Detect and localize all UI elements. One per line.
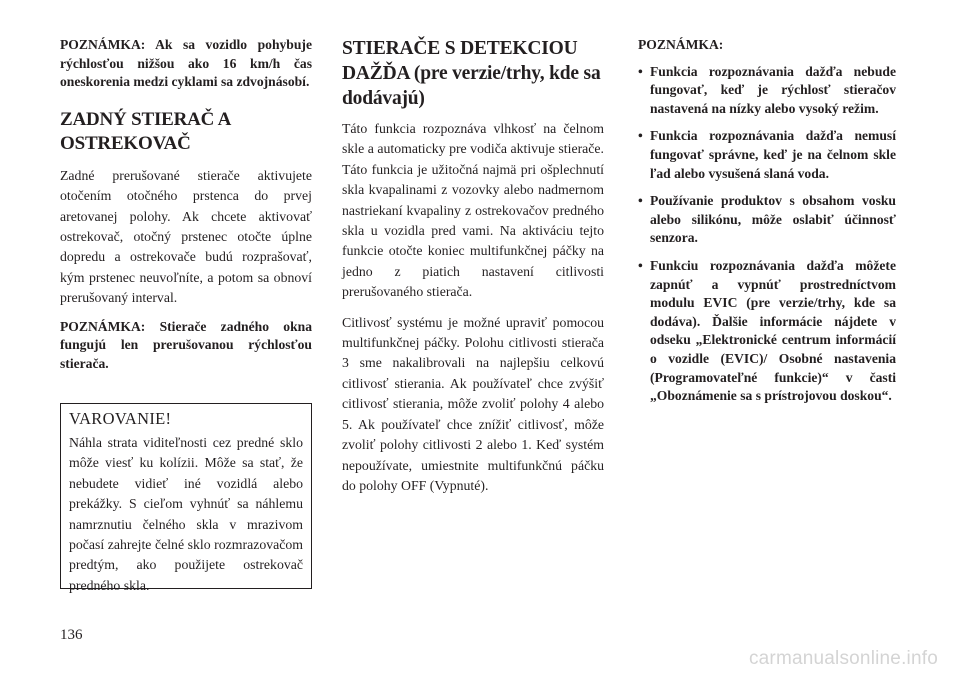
rear-wiper-note: POZNÁMKA: Stierače zadného okna fungujú len prerušovanou rýchlosťou stierača.	[60, 318, 312, 371]
rain-sensing-heading: STIERAČE S DETEKCIOU DAŽĎA (pre verzie/trhy, kde sa dodávajú)	[342, 38, 601, 109]
watermark: carmanualsonline.info	[748, 648, 938, 669]
page-number: 136	[60, 627, 83, 643]
warning-title: VAROVANIE!	[69, 409, 172, 428]
rear-wiper-text: Zadné prerušované stierače aktivujete otočením otočného prstenca do prvej aretovanej polohy. Ak chcete aktivovať ostrekovač, otočný prstenec otočte úplne dopredu a ostrekovače budú rozprašovať, kým prstenec neuvoľníte, a potom sa obnoví prerušovaný interval.	[60, 167, 312, 306]
middle-column	[342, 36, 604, 496]
rain-sensing-text: Táto funkcia rozpoznáva vlhkosť na čelnom skle a automaticky pre vodiča aktivuje stierače. Táto funkcia je užitočná najmä pri ošplechnutí skla kvapalinami z vozovky alebo nadmernom nastriekaní kvapaliny z ostrekovačov predného skla u vozidla pred vami. Na aktiváciu tejto funkcie otočte koniec multifunkčnej páčky na jedno z piatich nastavení citlivosti prerušovaného stierača.	[342, 121, 604, 300]
warning-text: Náhla strata viditeľnosti cez predné sklo môže viesť ku kolízii. Môže sa stať, že nebudete vidieť iné vozidlá alebo prekážky. S cieľom vyhnúť sa náhlemu namrznutiu čelného skla v mrazivom počasí zahrejte čelné sklo rozmrazovačom predtým, ako použijete ostrekovač predného skla.	[69, 435, 303, 593]
list-item-text: Používanie produktov s obsahom vosku alebo silikónu, môže oslabiť účinnosť senzora.	[650, 193, 896, 246]
right-column	[638, 36, 896, 415]
list-item-text: Funkcia rozpoznávania dažďa nebude fungovať, keď je rýchlosť stieračov nastavená na nízky alebo vysoký režim.	[650, 63, 896, 116]
list-item	[638, 192, 896, 248]
bullet-icon: •	[638, 257, 643, 273]
sensitivity-text: Citlivosť systému je možné upraviť pomocou multifunkčnej páčky. Polohu citlivosti stierača 3 sme nakalibrovali na najlepšiu celkovú citlivosť stierania. Ak používateľ chce zvýšiť citlivosť stierania, môže zvoliť polohy 4 alebo 5. Ak používateľ chce znížiť citlivosť, môže zvoliť polohy citlivosti 2 alebo 1. Keď systém nepoužívate, umiestnite multifunkčnú páčku do polohy OFF (Vypnuté).	[342, 314, 604, 493]
warning-box	[60, 403, 312, 593]
list-item	[638, 63, 896, 119]
rear-wiper-heading: ZADNÝ STIERAČ A OSTREKOVAČ	[60, 108, 231, 154]
speed-note: POZNÁMKA: Ak sa vozidlo pohybuje rýchlosťou nižšou ako 16 km/h čas oneskorenia medzi cyklami sa zdvojnásobí.	[60, 37, 312, 90]
bullet-icon: •	[638, 128, 643, 144]
list-item	[638, 127, 896, 183]
left-column	[60, 36, 312, 373]
list-item	[638, 257, 896, 406]
bullet-icon: •	[638, 63, 643, 79]
note-title: POZNÁMKA:	[638, 37, 724, 52]
note-bullet-list	[638, 63, 896, 406]
list-item-text: Funkcia rozpoznávania dažďa nemusí fungovať správne, keď je na čelnom skle ľad alebo vysušená slaná voda.	[650, 128, 896, 181]
list-item-text: Funkciu rozpoznávania dažďa môžete zapnúť a vypnúť prostredníctvom modulu EVIC (pre verzie/trhy, kde sa dodáva). Ďalšie informácie nájdete v odseku „Elektronické centrum informácií o vozidle (EVIC)/ Osobné nastavenia (Programovateľné funkcie)“ v časti „Oboznámenie sa s prístrojovou doskou“.	[650, 257, 896, 404]
bullet-icon: •	[638, 193, 643, 209]
